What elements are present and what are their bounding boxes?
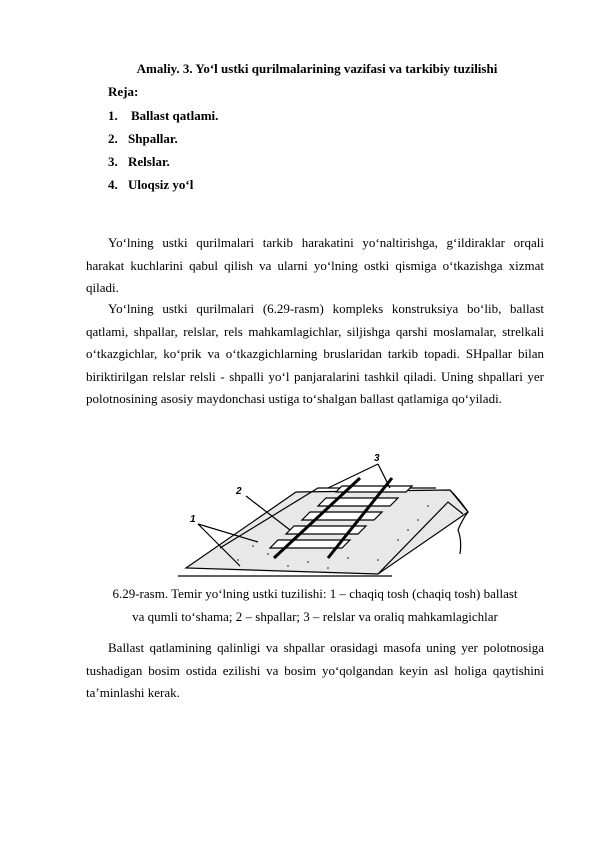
plan-item: [108, 107, 218, 130]
plan-item: [108, 176, 218, 199]
leader-line: [378, 464, 390, 488]
figure-label-2: 2: [236, 486, 242, 497]
paragraph-3: Ballast qatlamining qalinligi va shpallar orasidagi masofa uning yer polotnosiga tushadigan bosim ostida ezilishi va bosim yo‘qolgandan keyin asl holiga qaytishini ta’minlashi kerak.: [86, 640, 544, 700]
plan-item: [108, 130, 218, 153]
caption-line: 6.29-rasm. Temir yo‘lning ustki tuzilishi: 1 – chaqiq tosh (chaqiq tosh) ballast: [112, 586, 518, 601]
plan-item-number: 3.: [108, 154, 118, 169]
page-title: Amaliy. 3. Yo‘l ustki qurilmalarining vazifasi va tarkibiy tuzilishi: [136, 61, 498, 76]
plan-item-text: Shpallar.: [128, 131, 178, 146]
plan-item: [108, 153, 218, 176]
figure-label-3: 3: [374, 453, 380, 464]
caption-line: va qumli to‘shama; 2 – shpallar; 3 – relslar va oraliq mahkamlagichlar: [132, 608, 498, 624]
track-structure-figure: [178, 450, 476, 582]
plan-list: [108, 107, 218, 199]
figure-label-1: 1: [190, 514, 196, 525]
plan-item-number: 1.: [108, 108, 118, 123]
paragraph-2: Yo‘lning ustki qurilmalari (6.29-rasm) kompleks konstruksiya bo‘lib, ballast qatlami, shpallar, relslar, rels mahkamlagichlar, siljishga qarshi moslamalar, strelkali o‘tkazgichlar, ko‘prik va o‘tkazgichlarning bruslaridan tarkib topadi. SHpallar bilan biriktirilgan relslar relsli - shpalli yo‘l panjaralarini tashkil qiladi. Uning shpallari yer polotnosining asosiy maydonchasi ustiga to‘shalgan ballast qatlamiga qo‘yiladi.: [86, 301, 544, 406]
plan-item-text: Relslar.: [128, 154, 170, 169]
plan-heading: Reja:: [108, 84, 139, 99]
plan-item-text: Ballast qatlami.: [131, 108, 219, 123]
plan-item-text: Uloqsiz yo‘l: [128, 177, 194, 192]
paragraph-1: Yo‘lning ustki qurilmalari tarkib harakatini yo‘naltirishga, g‘ildiraklar orqali harakat kuchlarini qabul qilish va ularni yo‘lning ostki qismiga o‘tkazishga xizmat qiladi.: [86, 235, 544, 295]
figure-caption: [86, 583, 544, 628]
plan-item-number: 4.: [108, 177, 118, 192]
plan-item-number: 2.: [108, 131, 118, 146]
